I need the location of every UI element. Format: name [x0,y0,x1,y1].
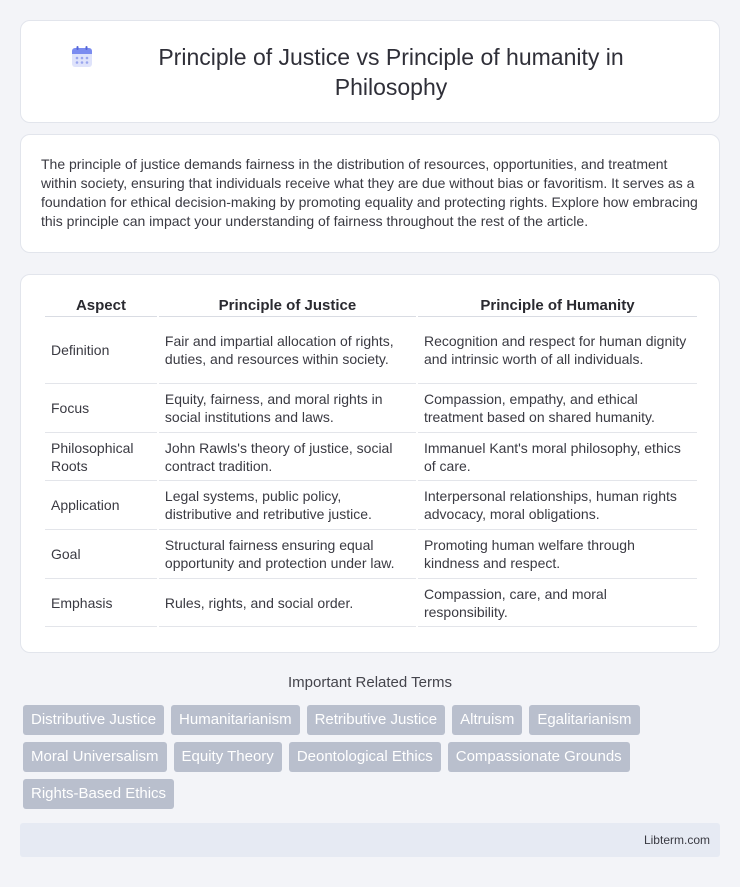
comparison-table [43,295,699,627]
intro-paragraph: The principle of justice demands fairness in the distribution of resources, opportunities, and treatment within society, ensuring that individuals receive what they are due without bias or favoritism. It serves as a foundation for ethical decision-making by promoting equality and protecting rights. Explore how embracing this principle can impact your understanding of fairness throughout the rest of the article. [41,156,698,229]
footer [20,823,720,857]
cell-aspect: Application [45,481,157,530]
table-row [45,384,697,433]
related-term-tag[interactable]: Rights-Based Ethics [23,779,174,809]
cell-justice: Equity, fairness, and moral rights in social institutions and laws. [159,384,416,433]
cell-humanity: Compassion, care, and moral responsibility. [418,579,697,627]
table-row [45,317,697,384]
table-row [45,433,697,481]
cell-aspect: Definition [45,317,157,384]
column-header-justice: Principle of Justice [159,295,416,317]
cell-humanity: Recognition and respect for human dignity and intrinsic worth of all individuals. [418,317,697,384]
column-header-humanity: Principle of Humanity [418,295,697,317]
cell-humanity: Promoting human welfare through kindness and respect. [418,530,697,579]
related-term-tag[interactable]: Humanitarianism [171,705,300,735]
table-row [45,579,697,627]
cell-justice: Rules, rights, and social order. [159,579,416,627]
related-terms-list [23,705,723,809]
table-header-row [45,295,697,317]
related-term-tag[interactable]: Retributive Justice [307,705,446,735]
column-header-aspect: Aspect [45,295,157,317]
table-row [45,530,697,579]
cell-humanity: Interpersonal relationships, human rights advocacy, moral obligations. [418,481,697,530]
cell-justice: Fair and impartial allocation of rights, duties, and resources within society. [159,317,416,384]
cell-aspect: Goal [45,530,157,579]
cell-aspect: Philosophical Roots [45,433,157,481]
related-term-tag[interactable]: Egalitarianism [529,705,639,735]
related-term-tag[interactable]: Deontological Ethics [289,742,441,772]
calendar-icon [70,45,94,74]
related-terms-heading: Important Related Terms [288,674,452,691]
cell-justice: Legal systems, public policy, distributive and retributive justice. [159,481,416,530]
related-term-tag[interactable]: Compassionate Grounds [448,742,630,772]
page-title: Principle of Justice vs Principle of humanity in Philosophy [158,43,624,100]
title-card [20,20,720,123]
related-term-tag[interactable]: Equity Theory [174,742,282,772]
related-term-tag[interactable]: Distributive Justice [23,705,164,735]
table-row [45,481,697,530]
comparison-table-card [20,274,720,653]
cell-aspect: Focus [45,384,157,433]
cell-humanity: Immanuel Kant's moral philosophy, ethics of care. [418,433,697,481]
footer-site-link[interactable]: Libterm.com [643,833,710,847]
intro-card [20,134,720,253]
cell-justice: John Rawls's theory of justice, social contract tradition. [159,433,416,481]
title-wrap [70,42,670,102]
cell-humanity: Compassion, empathy, and ethical treatment based on shared humanity. [418,384,697,433]
cell-aspect: Emphasis [45,579,157,627]
cell-justice: Structural fairness ensuring equal opportunity and protection under law. [159,530,416,579]
related-term-tag[interactable]: Moral Universalism [23,742,167,772]
related-term-tag[interactable]: Altruism [452,705,522,735]
